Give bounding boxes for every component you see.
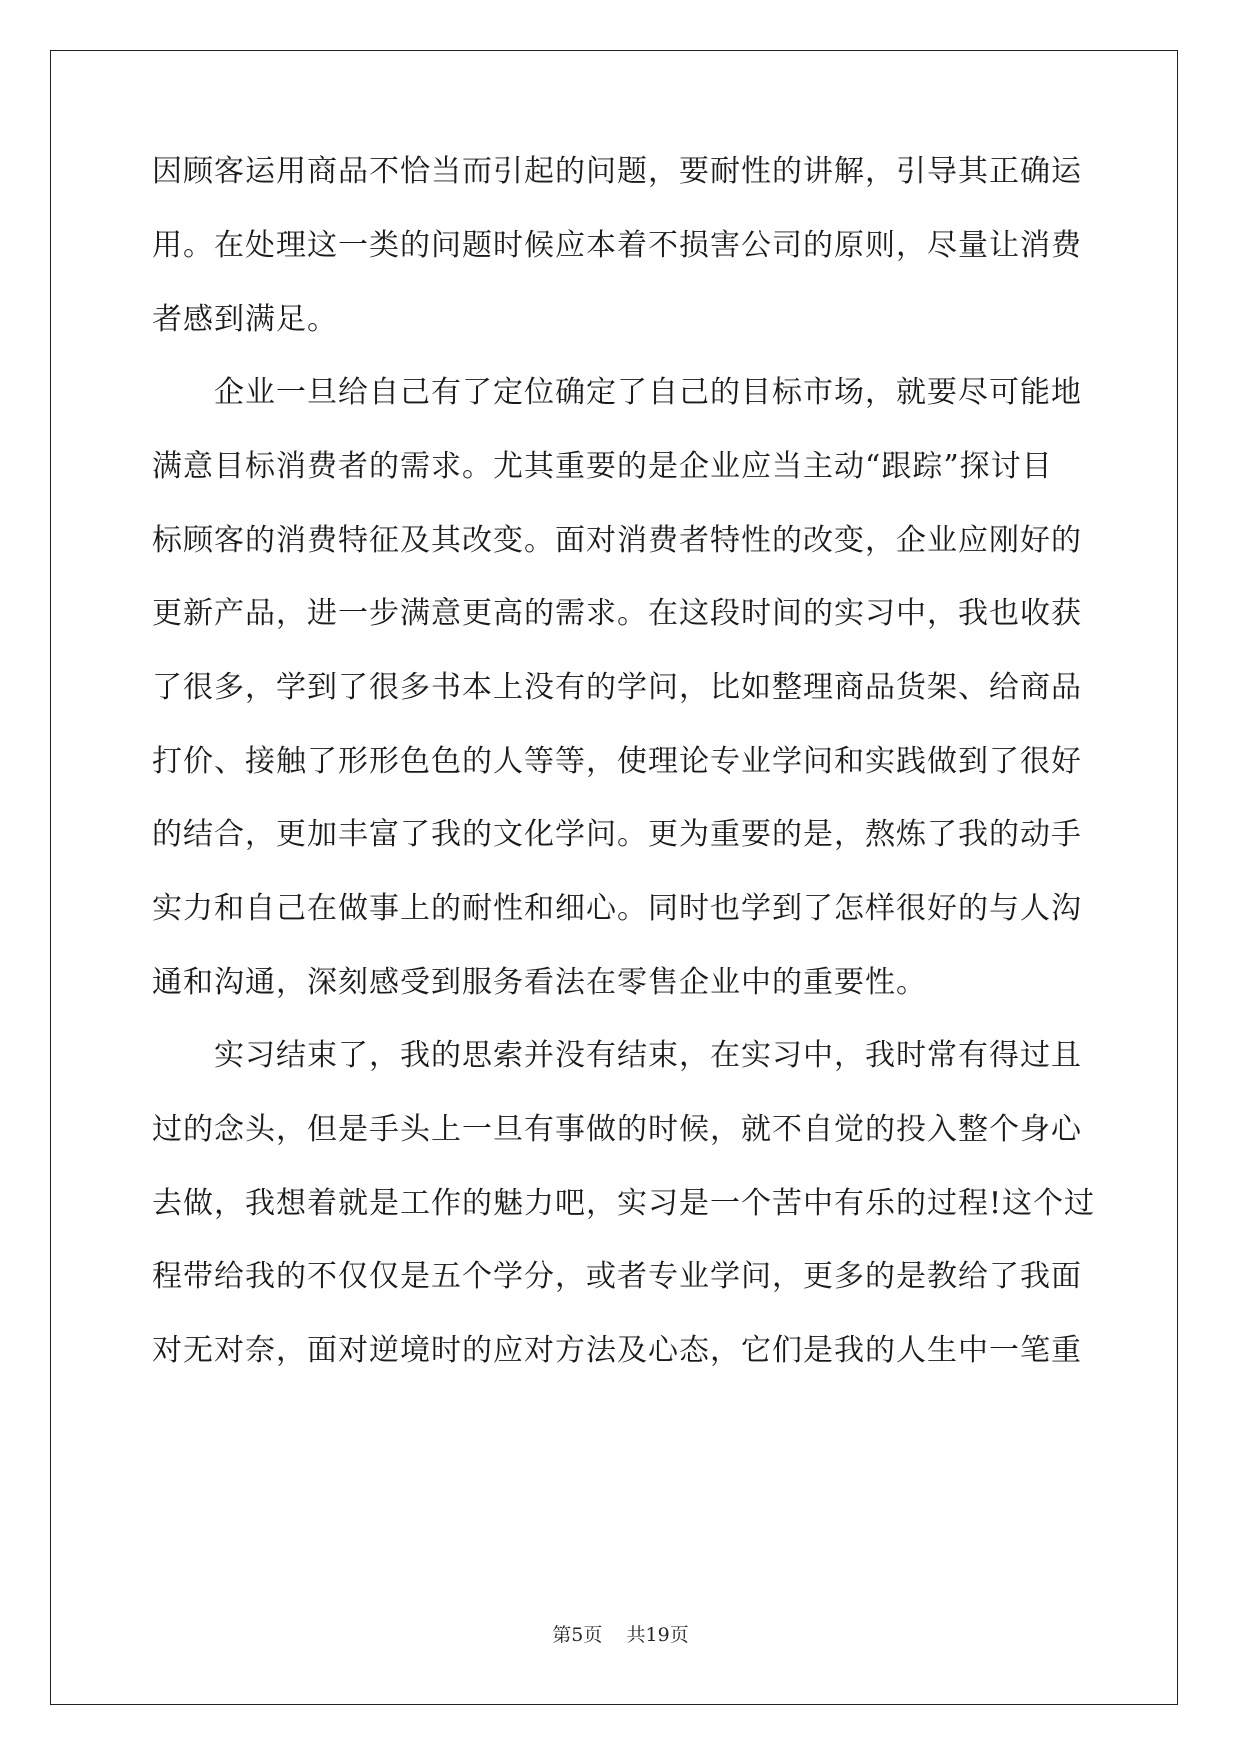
text-line: 程带给我的不仅仅是五个学分，或者专业学问，更多的是教给了我面 (152, 1259, 1082, 1294)
text-line: 标顾客的消费特征及其改变。面对消费者特性的改变，企业应刚好的 (152, 523, 1082, 558)
text-line: 企业一旦给自己有了定位确定了自己的目标市场，就要尽可能地 (214, 375, 1082, 410)
text-line: 通和沟通，深刻感受到服务看法在零售企业中的重要性。 (152, 965, 927, 1000)
text-line: 的结合，更加丰富了我的文化学问。更为重要的是，熬炼了我的动手 (152, 817, 1082, 852)
text-line: 对无对奈，面对逆境时的应对方法及心态，它们是我的人生中一笔重 (152, 1333, 1082, 1368)
text-line: 者感到满足。 (152, 302, 338, 337)
text-line: 打价、接触了形形色色的人等等，使理论专业学问和实践做到了很好 (152, 744, 1082, 779)
text-line: 更新产品，进一步满意更高的需求。在这段时间的实习中，我也收获 (152, 596, 1082, 631)
text-line: 因顾客运用商品不恰当而引起的问题，要耐性的讲解，引导其正确运 (152, 154, 1082, 189)
page-number: 第5页 共19页 (552, 1624, 689, 1646)
text-line: 实力和自己在做事上的耐性和细心。同时也学到了怎样很好的与人沟 (152, 891, 1082, 926)
text-line: 满意目标消费者的需求。尤其重要的是企业应当主动“跟踪”探讨目 (152, 449, 1053, 484)
text-line: 去做，我想着就是工作的魅力吧，实习是一个苦中有乐的过程!这个过 (152, 1186, 1096, 1221)
text-line: 实习结束了，我的思索并没有结束，在实习中，我时常有得过且 (214, 1038, 1082, 1073)
text-line: 用。在处理这一类的问题时候应本着不损害公司的原则，尽量让消费 (152, 228, 1082, 263)
page-border (50, 50, 1178, 1705)
text-line: 过的念头，但是手头上一旦有事做的时候，就不自觉的投入整个身心 (152, 1112, 1082, 1147)
text-line: 了很多，学到了很多书本上没有的学问，比如整理商品货架、给商品 (152, 670, 1082, 705)
